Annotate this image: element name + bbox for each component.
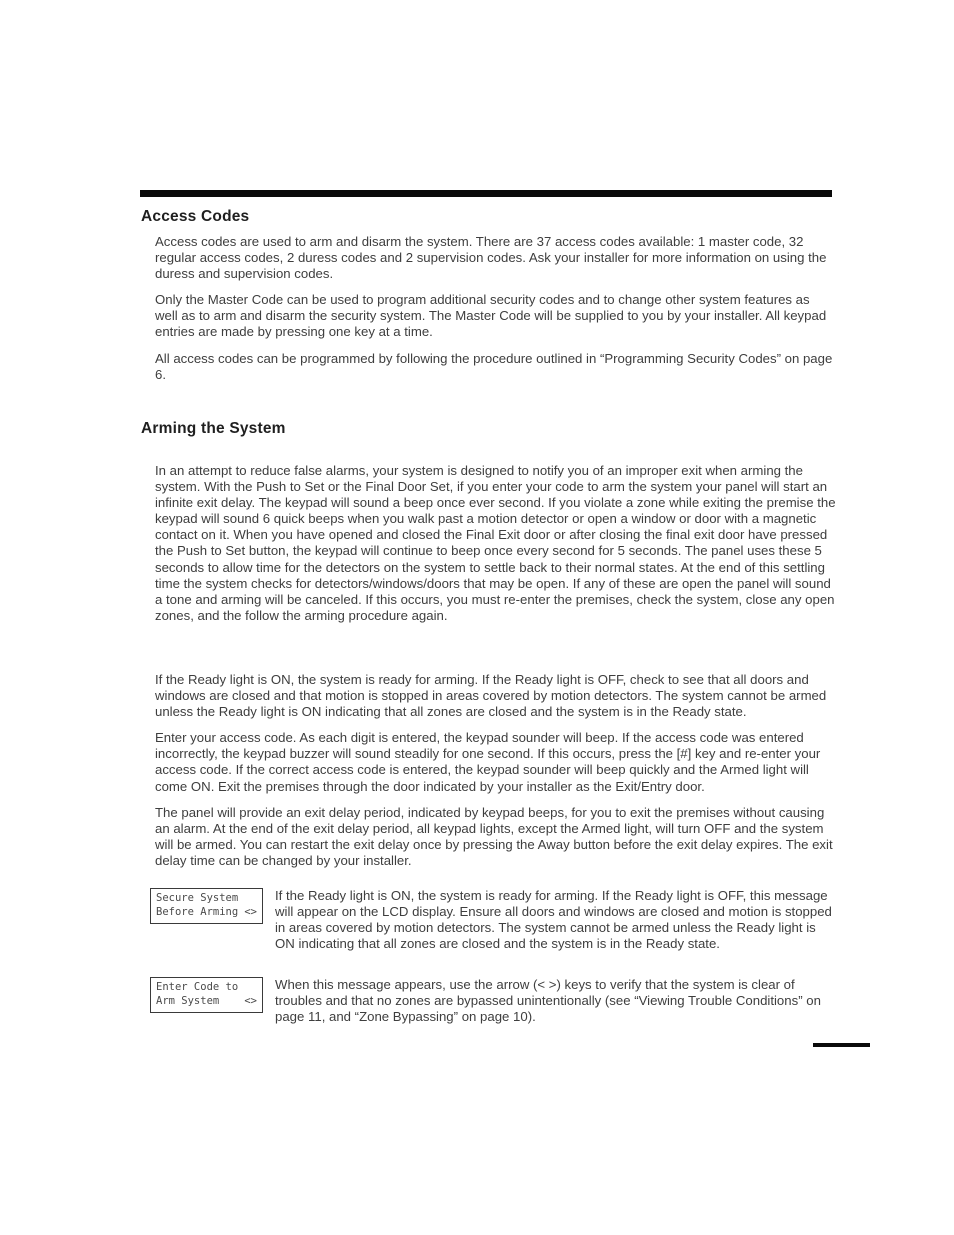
paragraph: Enter your access code. As each digit is entered, the keypad sounder will beep. If the access code was entered incorrectly, the keypad buzzer will sound steadily for one second. If this occurs, press the [#] key and re-enter your access code. If the correct access code is entered, the keypad sounder will beep quickly and the Armed light will come ON. Exit the premises through the door indicated by your installer as the Exit/Entry door. [155,730,821,794]
paragraph: If the Ready light is ON, the system is ready for arming. If the Ready light is OFF, check to see that all doors and windows are closed and that motion is stopped in areas covered by motion detectors. The system cannot be armed unless the Ready light is ON indicating that all zones are closed and the system is in the Ready state. [155,672,827,720]
heading-arming-the-system: Arming the System [141,420,286,437]
lcd-description-text: When this message appears, use the arrow (< >) keys to verify that the system is clear of troubles and that no zones are bypassed unintentionally (see “Viewing Trouble Conditions” on page 11, and “Zone Bypassing” on page 10). [275,977,821,1025]
top-section-rule [140,190,832,197]
lcd-display-secure-system [150,888,263,924]
arming-body [155,672,834,869]
lcd-line [156,995,257,1009]
lcd-line-text: Before Arming [156,905,239,918]
lcd-arrow-keys-indicator: <> [244,994,257,1007]
footer-rule [813,1043,870,1047]
heading-access-codes: Access Codes [141,208,250,225]
paragraph: In an attempt to reduce false alarms, your system is designed to notify you of an improper exit when arming the system. With the Push to Set or the Final Door Set, if you enter your code to arm the system your panel will start an infinite exit delay. The keypad will sound a beep once ever second. If you violate a zone while exiting the premise the keypad will sound 6 quick beeps when you walk past a motion detector or open a window or door with a magnetic contact on it. When you have opened and closed the Final Exit door or after closing the final exit door have pressed the Push to Set button, the keypad will continue to beep once every second for 5 seconds. The panel uses these 5 seconds to allow time for the detectors on the system to settle back to their normal states. At the end of this settling time the system checks for detectors/windows/doors that may be open. If any of these are open the panel will sound a tone and arming will be canceled. If this occurs, you must re-enter the premises, check the system, close any open zones, and the follow the arming procedure again. [155,463,836,623]
paragraph: The panel will provide an exit delay period, indicated by keypad beeps, for you to exit the premises without causing an alarm. At the end of the exit delay period, all keypad lights, except the Armed light, will turn OFF and the system will be armed. You can restart the exit delay once by pressing the Away button before the exit delay expires. The exit delay time can be changed by your installer. [155,804,833,868]
arming-intro-body [155,463,837,624]
lcd-row-secure-system [150,888,834,952]
lcd-row-enter-code [150,977,834,1025]
lcd-display-enter-code [150,977,263,1013]
paragraph: All access codes can be programmed by following the procedure outlined in “Programming Security Codes” on page 6. [155,350,833,382]
access-codes-body [155,234,834,383]
lcd-line: Secure System [156,892,239,904]
paragraph: Access codes are used to arm and disarm the system. There are 37 access codes available: 1 master code, 32 regular access codes, 2 duress codes and 2 supervision codes. Ask your installer for more information on using the duress and supervision codes. [155,234,827,282]
lcd-line: Enter Code to [156,981,239,993]
paragraph: Only the Master Code can be used to program additional security codes and to change other system features as well as to arm and disarm the security system. The Master Code will be supplied to you by your installer. All keypad entries are made by pressing one key at a time. [155,292,827,340]
lcd-arrow-keys-indicator: <> [244,905,257,918]
lcd-line-text: Arm System [156,994,220,1007]
lcd-description-text: If the Ready light is ON, the system is ready for arming. If the Ready light is OFF, this message will appear on the LCD display. Ensure all doors and windows are closed and motion is stopped in areas covered by motion detectors. The system cannot be armed unless the Ready light is ON indicating that all zones are closed and the system is in the Ready state. [275,888,832,952]
lcd-line [156,906,257,920]
